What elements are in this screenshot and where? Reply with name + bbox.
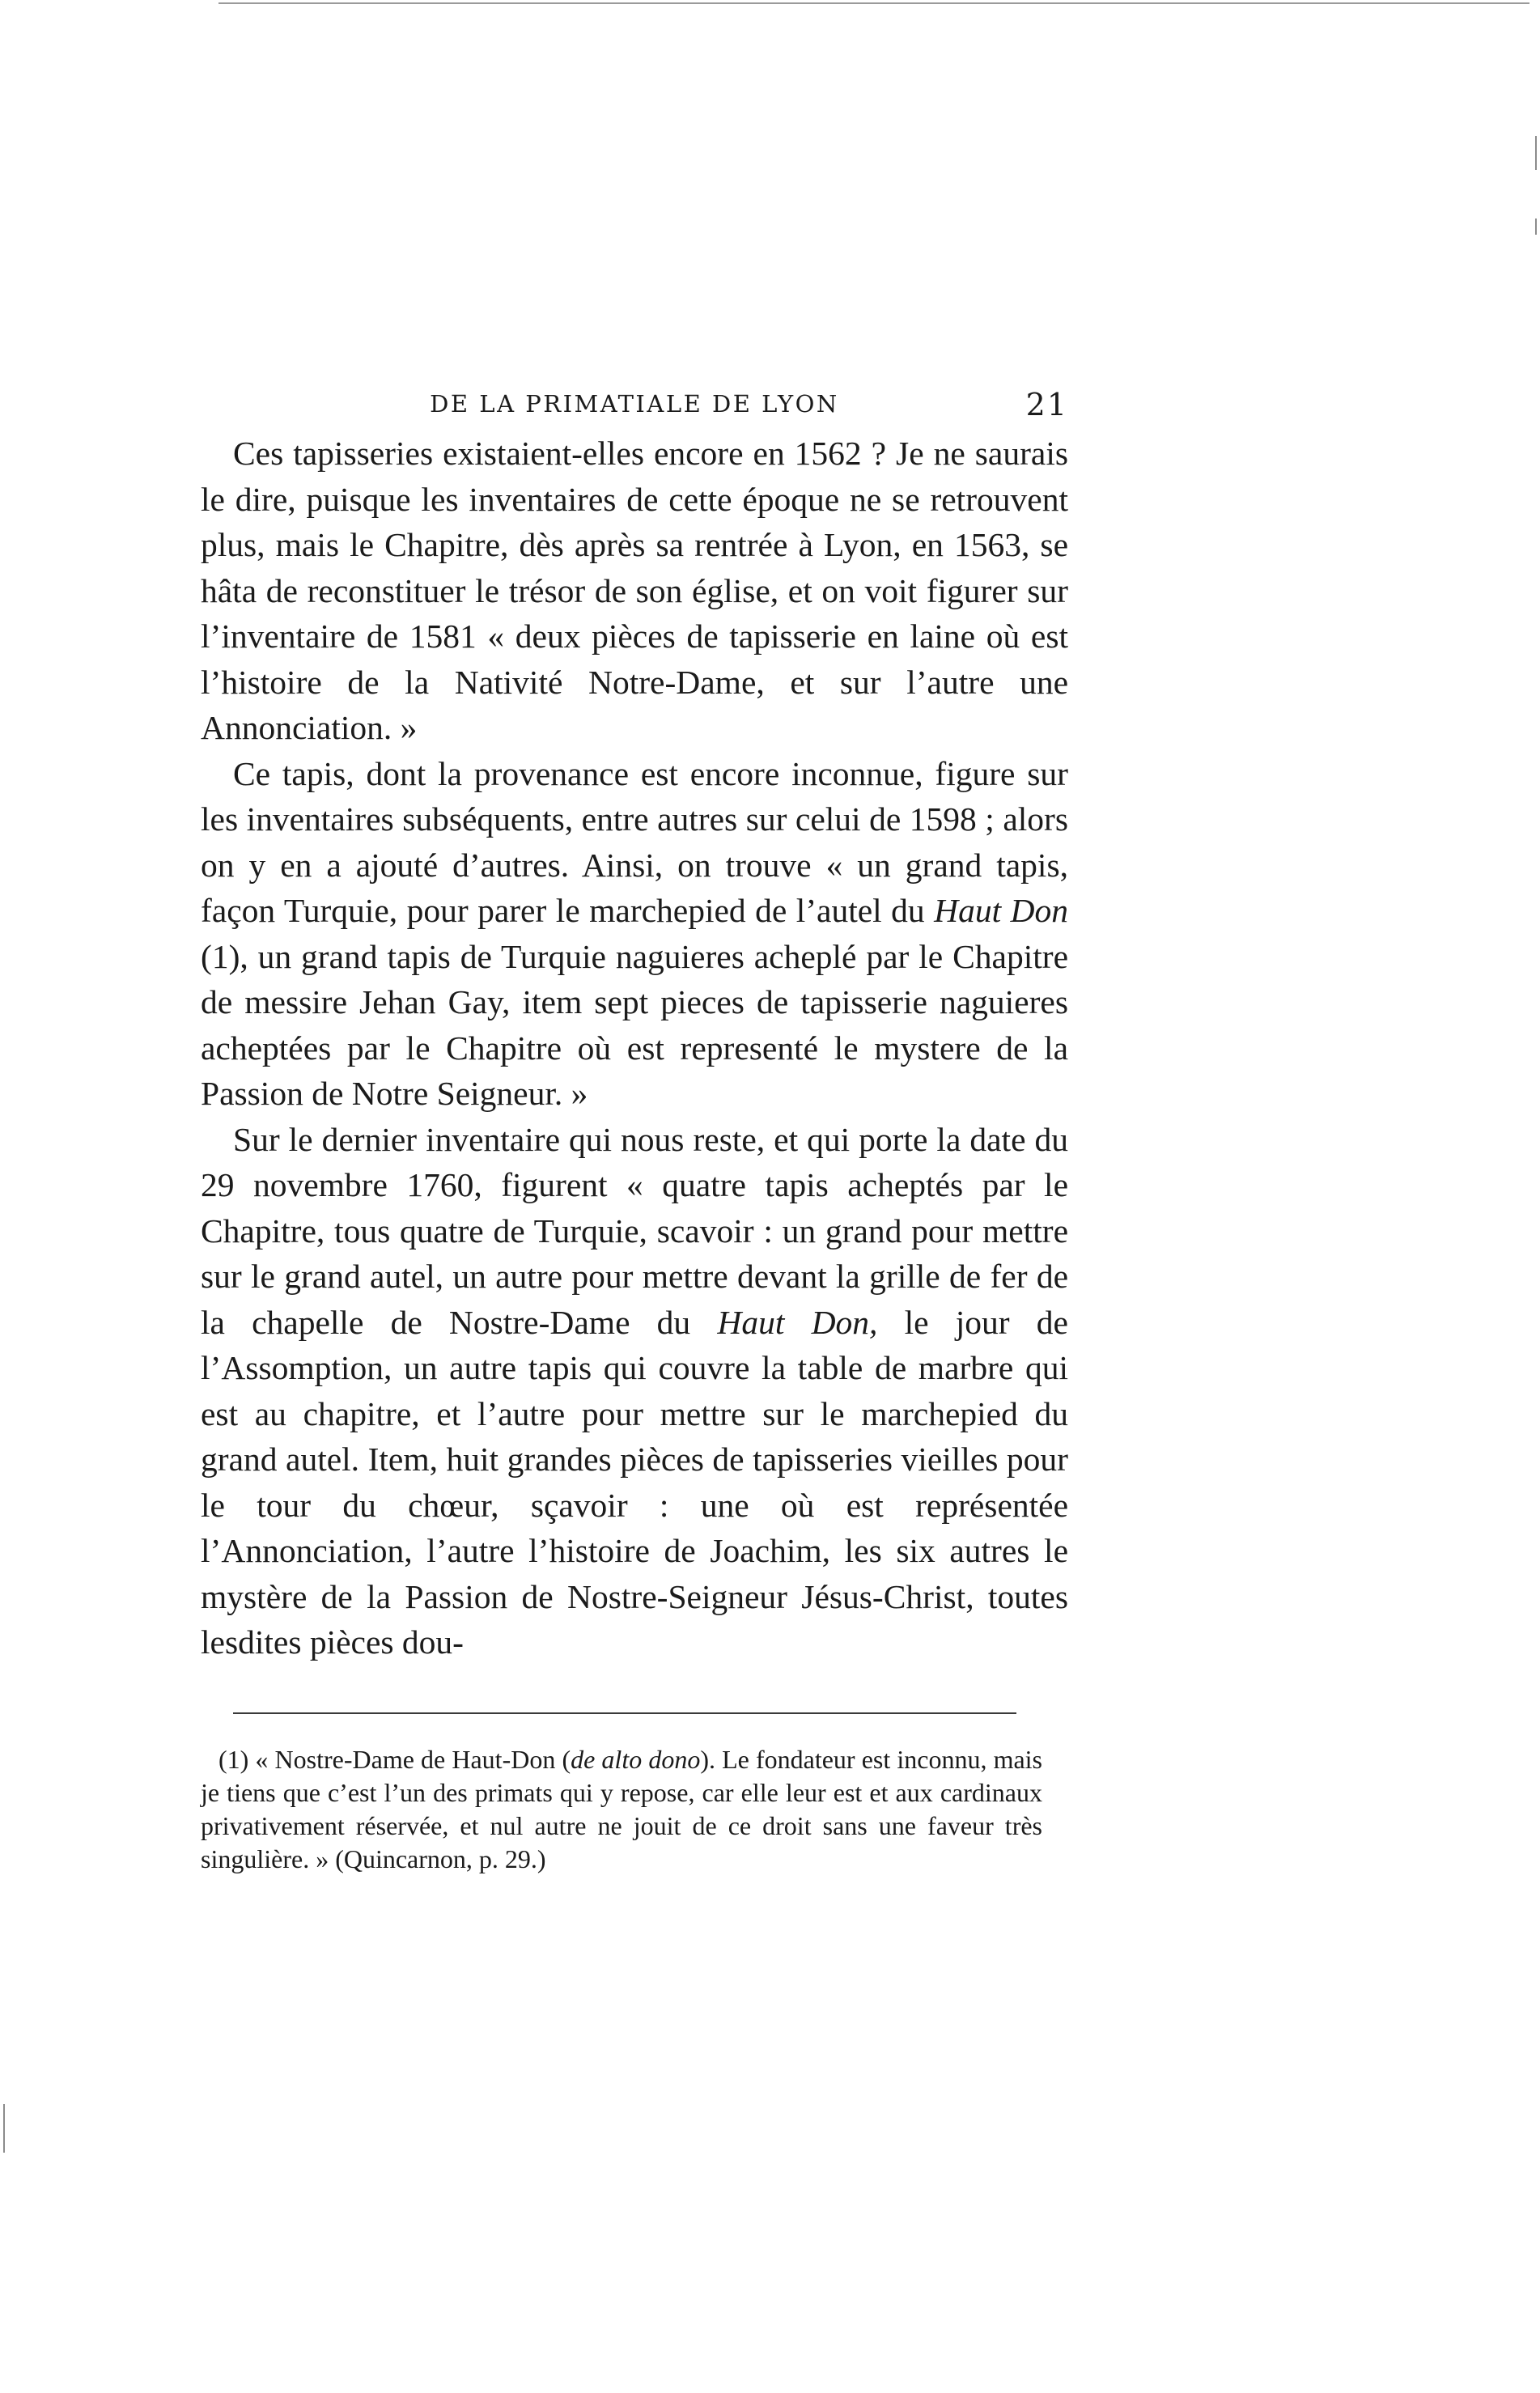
paragraph-text: Sur le dernier inventaire qui nous reste, et qui porte la date du 29 novembre 1760, figurent « quatre tapis acheptés par le Chapitre, tous quatre de Turquie, scavoir : un grand pour mettre sur le grand autel, un autre pour mettre devant la grille de fer de la chapelle de Nostre-Dame du xyxy=(201,1120,1068,1341)
book-page xyxy=(201,379,1068,1876)
paragraph xyxy=(201,751,1068,1117)
scan-edge-mark xyxy=(1535,219,1537,235)
scan-edge-mark xyxy=(3,2104,5,2153)
scan-top-border xyxy=(218,2,1529,4)
footnote xyxy=(201,1743,1042,1876)
italic-text: Haut Don, xyxy=(717,1303,878,1341)
running-head xyxy=(201,379,1068,427)
paragraph xyxy=(201,1117,1068,1665)
italic-text: Haut Don xyxy=(934,892,1068,929)
page-number: 21 xyxy=(1025,387,1068,422)
footnote-separator xyxy=(233,1712,1016,1714)
main-text xyxy=(201,431,1068,1665)
footnote-text: ). Le fondateur est inconnu, mais je tiens que c’est l’un des primats qui y repose, car elle leur est et aux cardinaux privativement réservée, et nul autre ne jouit de ce droit sans une faveur très singulière. » (Quincarnon, p. 29.) xyxy=(201,1744,1043,1873)
scan-edge-mark xyxy=(1535,136,1537,170)
footnote-text: (1) « Nostre-Dame de Haut-Don ( xyxy=(218,1744,571,1774)
paragraph-text: Ce tapis, dont la provenance est encore inconnue, figure sur les inventaires subséquents, entre autres sur celui de 1598 ; alors on y en a ajouté d’autres. Ainsi, on trouve « un grand tapis, façon Turquie, pour parer le marchepied de l’autel du xyxy=(201,754,1068,929)
footnote-italic: de alto dono xyxy=(571,1744,701,1774)
running-title: DE LA PRIMATIALE DE LYON xyxy=(430,390,839,418)
paragraph-text: le jour de l’Assomption, un autre tapis qui couvre la table de marbre qui est au chapitre, et l’autre pour mettre sur le marchepied du grand autel. Item, huit grandes pièces de tapisseries vieilles pour le tour du chœur, sçavoir : une où est représentée l’Annonciation, l’autre l’histoire de Joachim, les six autres le mystère de la Passion de Nostre-Seigneur Jésus-Christ, toutes lesdites pièces dou- xyxy=(201,1303,1068,1661)
paragraph-text: (1), un grand tapis de Turquie naguieres acheplé par le Chapitre de messire Jehan Gay, item sept pieces de tapisserie naguieres acheptées par le Chapitre où est representé le mystere de la Passion de Notre Seigneur. » xyxy=(201,937,1068,1112)
paragraph: Ces tapisseries existaient-elles encore en 1562 ? Je ne saurais le dire, puisque les inventaires de cette époque ne se retrouvent plus, mais le Chapitre, dès après sa rentrée à Lyon, en 1563, se hâta de reconstituer le trésor de son église, et on voit figurer sur l’inventaire de 1581 « deux pièces de tapisserie en laine où est l’histoire de la Nativité Notre-Dame, et sur l’autre une Annonciation. » xyxy=(201,435,1068,746)
